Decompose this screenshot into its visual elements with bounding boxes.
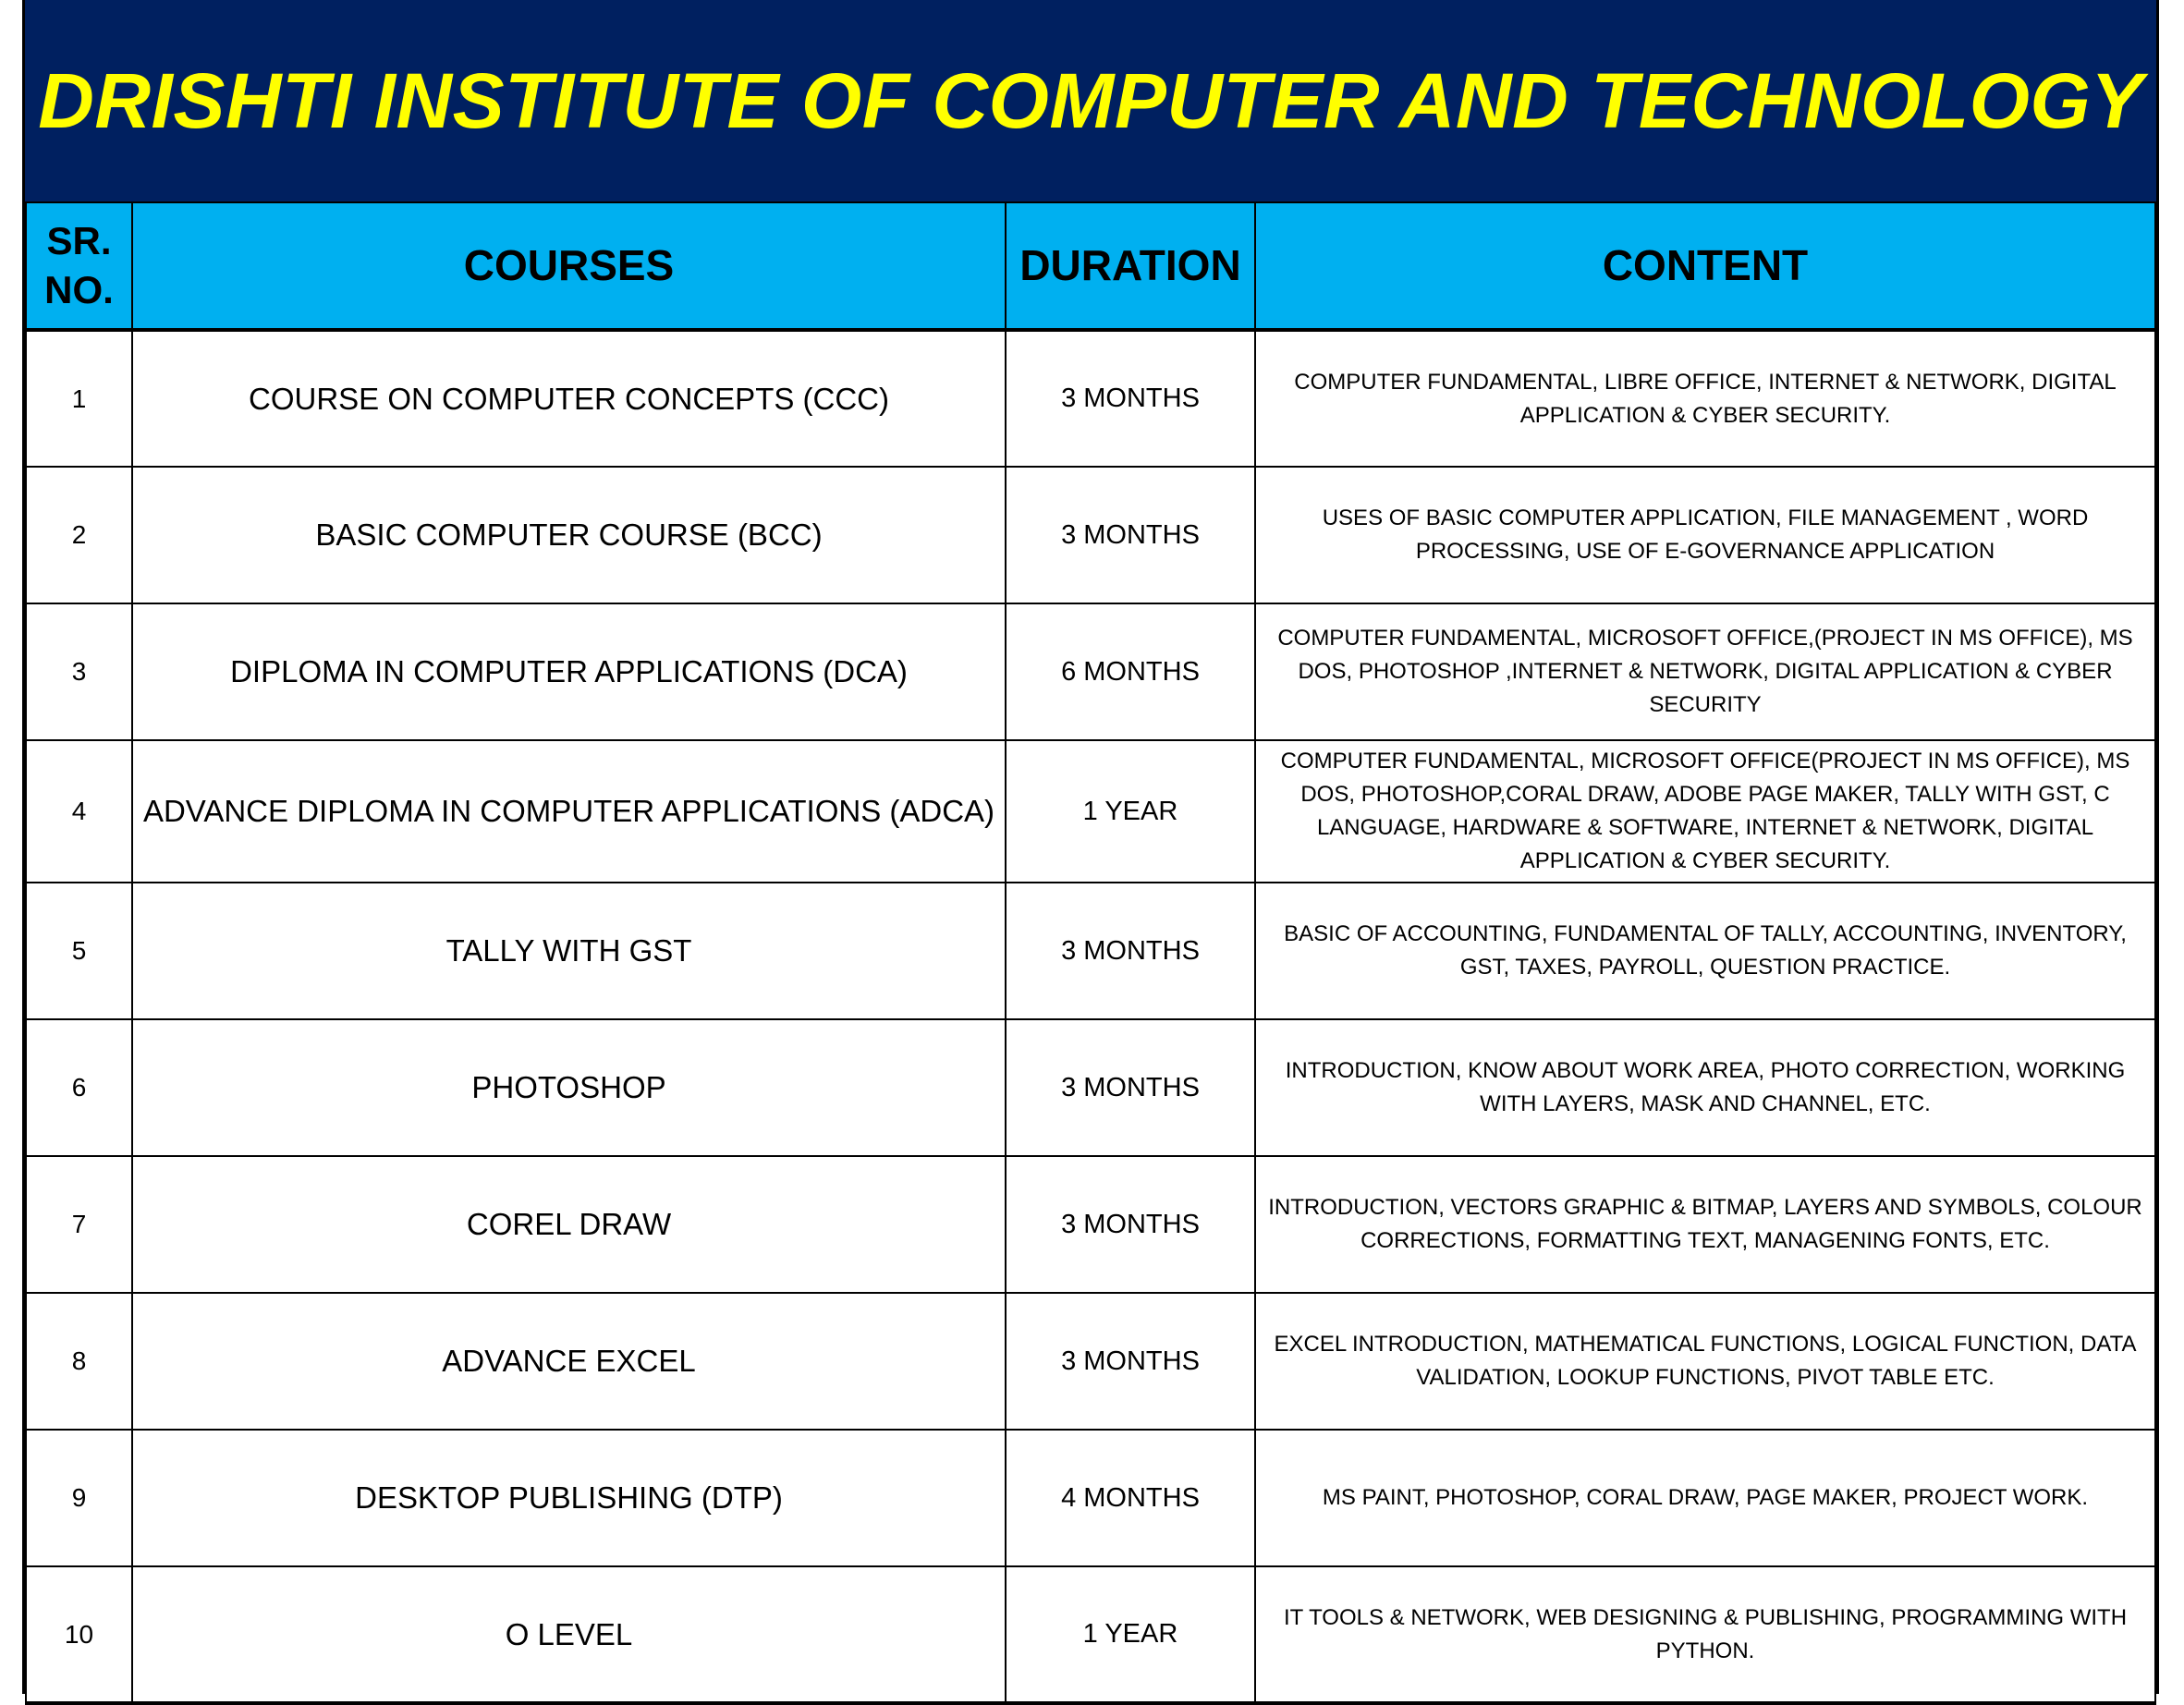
column-header-content: CONTENT [1255,202,2155,330]
table-row [26,740,2155,883]
course-name-cell: DIPLOMA IN COMPUTER APPLICATIONS (DCA) [132,603,1006,740]
column-header-sr-no: SR. NO. [26,202,132,330]
sr-no-cell: 1 [26,330,132,467]
column-header-duration: DURATION [1006,202,1255,330]
content-cell: IT TOOLS & NETWORK, WEB DESIGNING & PUBLISHING, PROGRAMMING WITH PYTHON. [1255,1566,2155,1703]
table-row [26,1019,2155,1156]
duration-cell: 4 MONTHS [1006,1430,1255,1566]
table-row [26,1293,2155,1430]
duration-cell: 3 MONTHS [1006,330,1255,467]
course-name-cell: PHOTOSHOP [132,1019,1006,1156]
duration-cell: 3 MONTHS [1006,467,1255,603]
table-row [26,330,2155,467]
duration-cell: 6 MONTHS [1006,603,1255,740]
table-row [26,603,2155,740]
sr-no-cell: 9 [26,1430,132,1566]
sr-no-cell: 3 [26,603,132,740]
content-cell: INTRODUCTION, VECTORS GRAPHIC & BITMAP, LAYERS AND SYMBOLS, COLOUR CORRECTIONS, FORMATTING TEXT, MANAGENING FONTS, ETC. [1255,1156,2155,1293]
sr-no-cell: 2 [26,467,132,603]
content-cell: COMPUTER FUNDAMENTAL, MICROSOFT OFFICE(PROJECT IN MS OFFICE), MS DOS, PHOTOSHOP,CORAL DRAW, ADOBE PAGE MAKER, TALLY WITH GST, C LANGUAGE, HARDWARE & SOFTWARE, INTERNET & NETWORK, DIGITAL APPLICATION & CYBER SECURITY. [1255,740,2155,883]
sr-no-cell: 4 [26,740,132,883]
content-cell: USES OF BASIC COMPUTER APPLICATION, FILE MANAGEMENT , WORD PROCESSING, USE OF E-GOVERNANCE APPLICATION [1255,467,2155,603]
course-name-cell: DESKTOP PUBLISHING (DTP) [132,1430,1006,1566]
table-row [26,1566,2155,1703]
duration-cell: 3 MONTHS [1006,1019,1255,1156]
course-name-cell: COREL DRAW [132,1156,1006,1293]
duration-cell: 3 MONTHS [1006,1156,1255,1293]
duration-cell: 3 MONTHS [1006,1293,1255,1430]
content-cell: EXCEL INTRODUCTION, MATHEMATICAL FUNCTIONS, LOGICAL FUNCTION, DATA VALIDATION, LOOKUP FUNCTIONS, PIVOT TABLE ETC. [1255,1293,2155,1430]
course-name-cell: ADVANCE DIPLOMA IN COMPUTER APPLICATIONS (ADCA) [132,740,1006,883]
duration-cell: 1 YEAR [1006,740,1255,883]
sr-no-cell: 6 [26,1019,132,1156]
sr-no-cell: 5 [26,883,132,1019]
content-cell: INTRODUCTION, KNOW ABOUT WORK AREA, PHOTO CORRECTION, WORKING WITH LAYERS, MASK AND CHANNEL, ETC. [1255,1019,2155,1156]
table-row [26,883,2155,1019]
column-header-courses: COURSES [132,202,1006,330]
sr-no-cell: 8 [26,1293,132,1430]
duration-cell: 3 MONTHS [1006,883,1255,1019]
course-name-cell: O LEVEL [132,1566,1006,1703]
table-row [26,1430,2155,1566]
page-title: DRISHTI INSTITUTE OF COMPUTER AND TECHNOLOGY [38,56,2143,144]
course-sheet [22,0,2159,1694]
content-cell: COMPUTER FUNDAMENTAL, LIBRE OFFICE, INTERNET & NETWORK, DIGITAL APPLICATION & CYBER SECURITY. [1255,330,2155,467]
course-name-cell: ADVANCE EXCEL [132,1293,1006,1430]
table-header-row [26,202,2155,330]
duration-cell: 1 YEAR [1006,1566,1255,1703]
table-row [26,1156,2155,1293]
sr-no-cell: 10 [26,1566,132,1703]
course-name-cell: COURSE ON COMPUTER CONCEPTS (CCC) [132,330,1006,467]
title-banner [25,0,2156,201]
course-name-cell: TALLY WITH GST [132,883,1006,1019]
content-cell: BASIC OF ACCOUNTING, FUNDAMENTAL OF TALLY, ACCOUNTING, INVENTORY, GST, TAXES, PAYROLL, QUESTION PRACTICE. [1255,883,2155,1019]
table-row [26,467,2155,603]
course-name-cell: BASIC COMPUTER COURSE (BCC) [132,467,1006,603]
content-cell: MS PAINT, PHOTOSHOP, CORAL DRAW, PAGE MAKER, PROJECT WORK. [1255,1430,2155,1566]
content-cell: COMPUTER FUNDAMENTAL, MICROSOFT OFFICE,(PROJECT IN MS OFFICE), MS DOS, PHOTOSHOP ,INTERNET & NETWORK, DIGITAL APPLICATION & CYBER SECURITY [1255,603,2155,740]
sr-no-cell: 7 [26,1156,132,1293]
courses-table [25,201,2156,1705]
